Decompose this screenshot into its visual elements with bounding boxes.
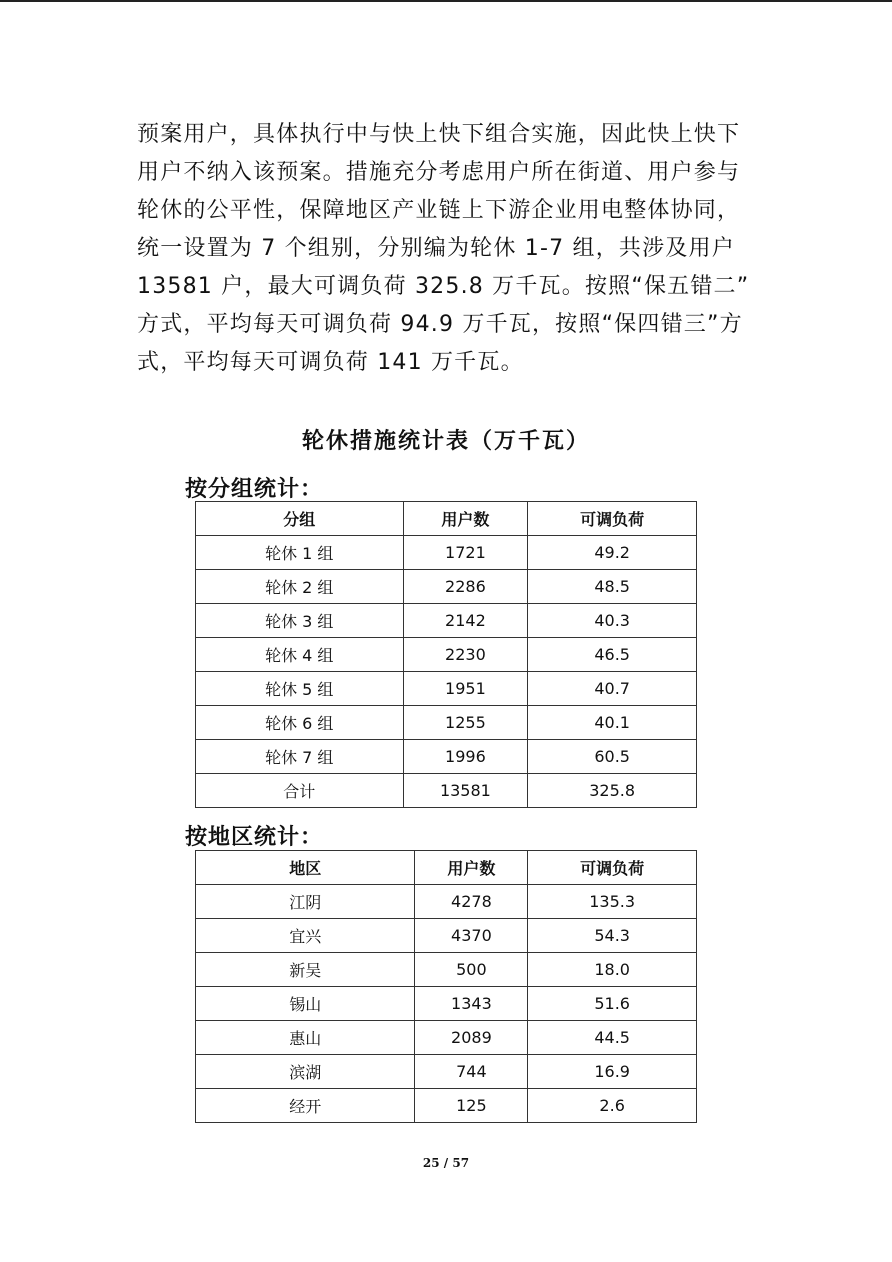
- table-total-row: [196, 774, 697, 808]
- table-row: [196, 604, 697, 638]
- table-cell: 2089: [415, 1021, 528, 1055]
- table-cell: 135.3: [528, 885, 697, 919]
- table-cell: 125: [415, 1089, 528, 1123]
- paragraph-line: 式，平均每天可调负荷 141 万千瓦。: [137, 350, 524, 375]
- paragraph-line: 13581 户，最大可调负荷 325.8 万千瓦。按照“保五错二”: [137, 274, 750, 299]
- table-row: [196, 672, 697, 706]
- table-cell: 宜兴: [196, 919, 415, 953]
- table-row: [196, 987, 697, 1021]
- table-cell: 惠山: [196, 1021, 415, 1055]
- table-row: [196, 885, 697, 919]
- table-header-row: [196, 502, 697, 536]
- paragraph-line: 统一设置为 7 个组别，分别编为轮休 1-7 组，共涉及用户: [137, 236, 735, 261]
- table-row: [196, 536, 697, 570]
- table-cell: 1996: [403, 740, 528, 774]
- table-row: [196, 570, 697, 604]
- table-cell: 60.5: [528, 740, 697, 774]
- body-paragraph: [137, 116, 767, 382]
- table-cell: 1951: [403, 672, 528, 706]
- table-cell: 40.3: [528, 604, 697, 638]
- table-cell: 744: [415, 1055, 528, 1089]
- table-row: [196, 919, 697, 953]
- header-cell: 用户数: [403, 502, 528, 536]
- table-cell: 18.0: [528, 953, 697, 987]
- table-cell: 轮休 6 组: [196, 706, 404, 740]
- table-row: [196, 1089, 697, 1123]
- table-cell: 轮休 7 组: [196, 740, 404, 774]
- region-stats-table: [195, 850, 697, 1123]
- table-cell: 2.6: [528, 1089, 697, 1123]
- table-cell: 轮休 5 组: [196, 672, 404, 706]
- table-cell: 1343: [415, 987, 528, 1021]
- table-cell: 500: [415, 953, 528, 987]
- table-cell: 经开: [196, 1089, 415, 1123]
- table-cell: 48.5: [528, 570, 697, 604]
- table-cell: 46.5: [528, 638, 697, 672]
- page-number: 25 / 57: [422, 1156, 470, 1170]
- table-cell: 49.2: [528, 536, 697, 570]
- table-header-row: [196, 851, 697, 885]
- table-cell: 40.1: [528, 706, 697, 740]
- table-row: [196, 740, 697, 774]
- table-cell: 13581: [403, 774, 528, 808]
- table-cell: 1721: [403, 536, 528, 570]
- table-cell: 4370: [415, 919, 528, 953]
- header-cell: 分组: [196, 502, 404, 536]
- table-cell: 轮休 2 组: [196, 570, 404, 604]
- region-section-heading: 按地区统计：: [185, 825, 324, 850]
- group-stats-table: [195, 501, 697, 808]
- table-cell: 2142: [403, 604, 528, 638]
- table-cell: 合计: [196, 774, 404, 808]
- paragraph-line: 预案用户，具体执行中与快上快下组合实施，因此快上快下: [137, 122, 741, 147]
- table-cell: 轮休 4 组: [196, 638, 404, 672]
- table-cell: 40.7: [528, 672, 697, 706]
- page-top-border: [0, 0, 892, 2]
- table-cell: 51.6: [528, 987, 697, 1021]
- table-cell: 4278: [415, 885, 528, 919]
- table-row: [196, 1021, 697, 1055]
- table-cell: 锡山: [196, 987, 415, 1021]
- table-cell: 轮休 1 组: [196, 536, 404, 570]
- table-cell: 325.8: [528, 774, 697, 808]
- table-cell: 44.5: [528, 1021, 697, 1055]
- paragraph-line: 方式，平均每天可调负荷 94.9 万千瓦，按照“保四错三”方: [137, 312, 743, 337]
- header-cell: 可调负荷: [528, 502, 697, 536]
- table-cell: 2286: [403, 570, 528, 604]
- table-cell: 16.9: [528, 1055, 697, 1089]
- table-row: [196, 953, 697, 987]
- paragraph-line: 轮休的公平性，保障地区产业链上下游企业用电整体协同，: [137, 198, 741, 223]
- table-row: [196, 638, 697, 672]
- table-row: [196, 706, 697, 740]
- table-cell: 新吴: [196, 953, 415, 987]
- table-cell: 54.3: [528, 919, 697, 953]
- table-cell: 1255: [403, 706, 528, 740]
- table-cell: 轮休 3 组: [196, 604, 404, 638]
- table-row: [196, 1055, 697, 1089]
- header-cell: 地区: [196, 851, 415, 885]
- table-cell: 江阴: [196, 885, 415, 919]
- header-cell: 可调负荷: [528, 851, 697, 885]
- table-cell: 2230: [403, 638, 528, 672]
- paragraph-line: 用户不纳入该预案。措施充分考虑用户所在街道、用户参与: [137, 160, 741, 185]
- table-title: 轮休措施统计表（万千瓦）: [301, 429, 590, 454]
- table-cell: 滨湖: [196, 1055, 415, 1089]
- group-section-heading: 按分组统计：: [185, 477, 324, 502]
- header-cell: 用户数: [415, 851, 528, 885]
